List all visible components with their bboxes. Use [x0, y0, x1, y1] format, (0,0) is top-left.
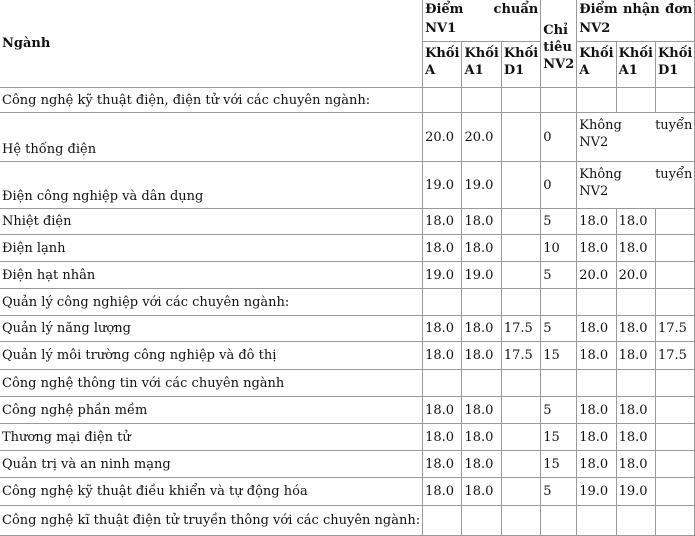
column-header-nv2	[577, 0, 695, 42]
subheader-khoi-a	[423, 42, 462, 88]
cell-a	[423, 88, 462, 113]
chitieu-line: Chỉ	[543, 23, 568, 38]
cell-nv2-a1: 18.0	[616, 424, 655, 451]
cell-nv2-d1	[656, 397, 695, 424]
cell-a	[423, 370, 462, 397]
subheader-nv2-khoi-a1	[616, 42, 655, 88]
cell-nv2-a1: 18.0	[616, 209, 655, 235]
note-word: Không	[579, 118, 622, 133]
cell-nv2-a	[577, 289, 616, 316]
subheader-line: A	[425, 63, 436, 78]
cell-a	[423, 289, 462, 316]
cell-nv2-note	[577, 162, 695, 209]
cell-chitieu	[541, 506, 577, 536]
table-row-name: Quản lý môi trường công nghiệp và đô thị	[0, 342, 423, 370]
cell-a: 18.0	[423, 451, 462, 478]
cell-chitieu	[541, 370, 577, 397]
cell-d1	[501, 397, 540, 424]
cell-nv2-d1	[656, 370, 695, 397]
cell-nv2-d1: 17.5	[656, 342, 695, 370]
subheader-line: Khối	[658, 46, 693, 61]
cell-nv2-a1	[616, 370, 655, 397]
cell-a: 19.0	[423, 162, 462, 209]
subheader-line: A	[579, 63, 590, 78]
cell-a1: 18.0	[462, 478, 501, 506]
cell-a: 18.0	[423, 209, 462, 235]
subheader-line: Khối	[618, 46, 653, 61]
cell-d1	[501, 451, 540, 478]
cell-chitieu: 0	[541, 162, 577, 209]
cell-nv2-a1: 18.0	[616, 316, 655, 342]
nv2-title-word: NV2	[579, 21, 611, 36]
cell-d1	[501, 424, 540, 451]
cell-d1: 17.5	[501, 316, 540, 342]
nv1-title-word: NV1	[425, 21, 457, 36]
cell-a: 18.0	[423, 235, 462, 262]
cell-nv2-a: 18.0	[577, 342, 616, 370]
cell-chitieu: 5	[541, 209, 577, 235]
cell-a: 18.0	[423, 316, 462, 342]
cell-chitieu: 0	[541, 113, 577, 162]
cell-chitieu: 5	[541, 316, 577, 342]
cell-nv2-a	[577, 506, 616, 536]
cell-nv2-a: 18.0	[577, 397, 616, 424]
cell-d1: 17.5	[501, 342, 540, 370]
subheader-line: Khối	[464, 46, 499, 61]
note-word: NV2	[579, 135, 609, 150]
cell-a	[423, 506, 462, 536]
subheader-khoi-a1	[462, 42, 501, 88]
cell-nv2-a1: 18.0	[616, 235, 655, 262]
cell-a1: 18.0	[462, 235, 501, 262]
cell-d1	[501, 506, 540, 536]
table-row-name: Điện hạt nhân	[0, 262, 423, 289]
cell-chitieu: 10	[541, 235, 577, 262]
cell-nv2-a1	[616, 506, 655, 536]
subheader-line: D1	[503, 63, 525, 78]
table-row-name: Nhiệt điện	[0, 209, 423, 235]
table-row-name: Công nghệ kĩ thuật điện tử truyền thông với các chuyên ngành:	[0, 506, 423, 536]
note-word: NV2	[579, 184, 609, 199]
cell-d1	[501, 113, 540, 162]
cell-d1	[501, 289, 540, 316]
subheader-line: Khối	[425, 46, 460, 61]
cell-chitieu	[541, 289, 577, 316]
cell-a1: 19.0	[462, 162, 501, 209]
cell-a: 18.0	[423, 342, 462, 370]
subheader-line: D1	[658, 63, 679, 78]
cell-nv2-d1: 17.5	[656, 316, 695, 342]
cell-a1: 18.0	[462, 424, 501, 451]
cell-a: 18.0	[423, 424, 462, 451]
note-word: Không	[579, 167, 622, 182]
nv2-title-word: Điểm	[579, 2, 618, 17]
subheader-nv2-khoi-a	[577, 42, 616, 88]
column-header-nganh: Ngành	[0, 0, 423, 88]
cell-nv2-d1	[656, 424, 695, 451]
cell-d1	[501, 88, 540, 113]
cell-nv2-a1: 18.0	[616, 397, 655, 424]
subheader-khoi-d1	[501, 42, 540, 88]
cell-nv2-a1: 20.0	[616, 262, 655, 289]
cell-a: 18.0	[423, 478, 462, 506]
cell-a: 19.0	[423, 262, 462, 289]
cell-nv2-a1: 19.0	[616, 478, 655, 506]
cell-d1	[501, 370, 540, 397]
note-word: tuyển	[655, 118, 693, 133]
cell-chitieu: 5	[541, 262, 577, 289]
cell-nv2-a: 19.0	[577, 478, 616, 506]
column-header-nv1	[423, 0, 541, 42]
cell-a1: 18.0	[462, 451, 501, 478]
cell-d1	[501, 478, 540, 506]
cell-nv2-a1	[616, 88, 655, 113]
cell-nv2-a: 18.0	[577, 235, 616, 262]
cell-chitieu: 15	[541, 342, 577, 370]
table-row-name: Quản trị và an ninh mạng	[0, 451, 423, 478]
table-row-name: Công nghệ kỹ thuật điện, điện tử với các chuyên ngành:	[0, 88, 423, 113]
chitieu-line: NV2	[543, 57, 575, 72]
cell-nv2-a1: 18.0	[616, 451, 655, 478]
table-row-name: Hệ thống điện	[0, 113, 423, 162]
cell-nv2-a	[577, 88, 616, 113]
cell-a1: 18.0	[462, 316, 501, 342]
cell-a1	[462, 88, 501, 113]
cell-nv2-d1	[656, 262, 695, 289]
cell-nv2-d1	[656, 88, 695, 113]
cell-chitieu	[541, 88, 577, 113]
cell-nv2-a1: 18.0	[616, 342, 655, 370]
cell-nv2-a: 18.0	[577, 424, 616, 451]
cell-nv2-d1	[656, 289, 695, 316]
table-row-name: Thương mại điện tử	[0, 424, 423, 451]
cell-d1	[501, 209, 540, 235]
cell-d1	[501, 162, 540, 209]
note-word: tuyển	[655, 167, 693, 182]
cell-nv2-note	[577, 113, 695, 162]
table-row-name: Điện lạnh	[0, 235, 423, 262]
subheader-line: Khối	[503, 46, 539, 61]
cell-d1	[501, 235, 540, 262]
nv2-title-word: đơn	[665, 2, 693, 17]
cell-nv2-d1	[656, 506, 695, 536]
chitieu-line: tiêu	[543, 40, 572, 55]
cell-nv2-a: 18.0	[577, 209, 616, 235]
nv1-title-word: chuẩn	[493, 2, 539, 17]
subheader-line: A1	[618, 63, 638, 78]
cell-nv2-a: 20.0	[577, 262, 616, 289]
cell-chitieu: 5	[541, 397, 577, 424]
cell-a1	[462, 506, 501, 536]
subheader-line: A1	[464, 63, 484, 78]
cell-a1: 20.0	[462, 113, 501, 162]
table-row-name: Công nghệ thông tin với các chuyên ngành	[0, 370, 423, 397]
table-row-name: Điện công nghiệp và dân dụng	[0, 162, 423, 209]
cell-nv2-d1	[656, 209, 695, 235]
cell-nv2-d1	[656, 451, 695, 478]
cell-d1	[501, 262, 540, 289]
table-row-name: Công nghệ kỹ thuật điều khiển và tự động hóa	[0, 478, 423, 506]
cell-nv2-a: 18.0	[577, 451, 616, 478]
nv2-title-word: nhận	[622, 2, 660, 17]
cell-chitieu: 5	[541, 478, 577, 506]
cell-nv2-a: 18.0	[577, 316, 616, 342]
cell-chitieu: 15	[541, 451, 577, 478]
subheader-line: Khối	[579, 46, 614, 61]
nv1-title-word: Điểm	[425, 2, 464, 17]
cell-a: 18.0	[423, 397, 462, 424]
column-header-chitieu	[541, 0, 577, 88]
cell-a1: 19.0	[462, 262, 501, 289]
cell-a1: 18.0	[462, 209, 501, 235]
table-row-name: Quản lý năng lượng	[0, 316, 423, 342]
cell-nv2-a1	[616, 289, 655, 316]
table-row-name: Quản lý công nghiệp với các chuyên ngành:	[0, 289, 423, 316]
table-row-name: Công nghệ phần mềm	[0, 397, 423, 424]
cell-a1	[462, 370, 501, 397]
cell-a: 20.0	[423, 113, 462, 162]
cell-chitieu: 15	[541, 424, 577, 451]
cell-nv2-d1	[656, 235, 695, 262]
cell-nv2-a	[577, 370, 616, 397]
cell-a1: 18.0	[462, 397, 501, 424]
cell-nv2-d1	[656, 478, 695, 506]
cell-a1	[462, 289, 501, 316]
cell-a1: 18.0	[462, 342, 501, 370]
subheader-nv2-khoi-d1	[656, 42, 695, 88]
